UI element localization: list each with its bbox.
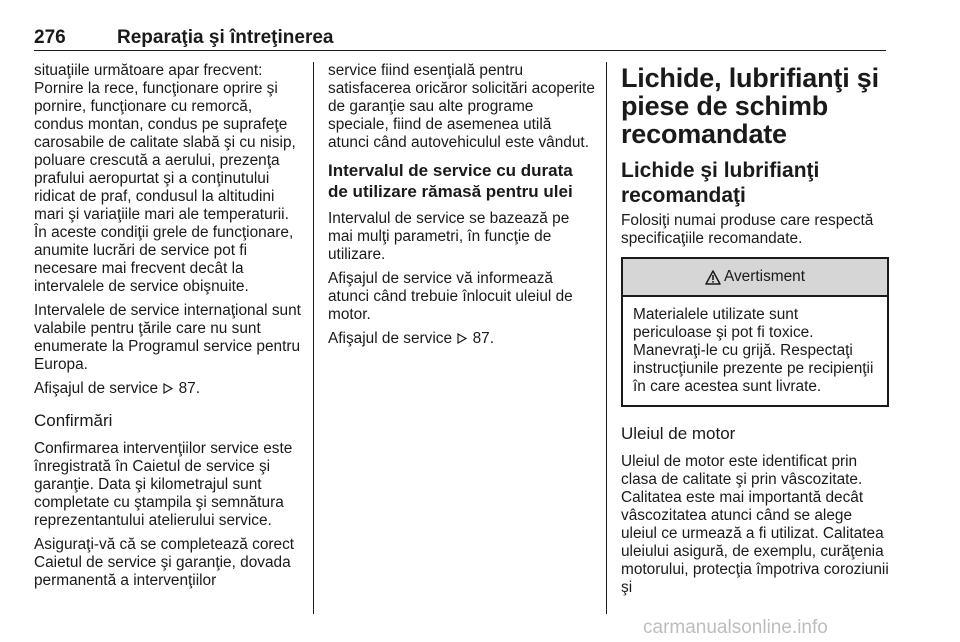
page-number: 276 [34, 27, 66, 48]
triangle-right-icon [163, 383, 173, 394]
paragraph: Confirmarea intervenţiilor service este înregistrată în Caietul de service şi garanţie. Data şi kilometrajul sunt completate cu ştampila şi semnătura reprezentantului atelierului service. [34, 440, 293, 529]
warning-triangle-icon [705, 270, 721, 285]
cross-reference[interactable] [34, 380, 302, 398]
warning-header [623, 259, 887, 297]
watermark: carmanualsonline.info [643, 617, 828, 638]
column-divider-1 [313, 62, 314, 614]
xref-page: 87. [178, 380, 201, 397]
subheading-service-interval: Intervalul de service cu durata de utilizare rămasă pentru ulei [328, 161, 573, 201]
paragraph: Intervalele de service internaţional sunt valabile pentru ţările care nu sunt enumerate la Programul service pentru Europa. [34, 302, 301, 373]
column-1 [34, 62, 302, 596]
xref-label: Afişajul de service [328, 330, 453, 347]
xref-label: Afişajul de service [34, 380, 159, 397]
warning-box [621, 257, 889, 407]
column-divider-2 [606, 62, 607, 614]
triangle-right-icon [457, 333, 467, 344]
column-3 [621, 62, 889, 603]
warning-title: Avertisment [724, 268, 805, 285]
paragraph: Asiguraţi-vă că se completează corect Caietul de service şi garanţie, dovada permanentă a intervenţiilor [34, 536, 295, 589]
paragraph: Afişajul de service vă informează atunci când trebuie înlocuit uleiul de motor. [328, 270, 573, 323]
cross-reference[interactable] [328, 330, 596, 348]
paragraph: Uleiul de motor este identificat prin clasa de calitate şi prin vâscozitate. Calitatea este mai importantă decât vâscozitatea atunci când se alege uleiul ce urmează a fi utilizat. Calitatea uleiului asigură, de exemplu, curăţenia motorului, protecţia împotriva coroziunii şi [621, 453, 889, 596]
paragraph: Folosiţi numai produse care respectă specificaţiile recomandate. [621, 212, 874, 247]
xref-page: 87. [472, 330, 495, 347]
header-divider [34, 50, 886, 51]
subheading-engine-oil: Uleiul de motor [621, 424, 736, 443]
section-title: Reparaţia şi întreţinerea [117, 27, 334, 48]
paragraph: Intervalul de service se bazează pe mai mulţi parametri, în funcţie de utilizare. [328, 210, 570, 263]
paragraph: situaţiile următoare apar frecvent: Pornire la rece, funcţionare oprire şi pornire, funcţionare cu remorcă, condus montan, condus pe suprafeţe carosabile de calitate slabă şi cu nisip, poluare crescută a aerului, prezenţa prafului aeropurtat şi a conţinutului ridicat de praf, condusul la altitudini mari şi variaţiile mari ale temperaturii. În aceste condiţii grele de funcţionare, anumite lucrări de service pot fi necesare mai frecvent decât la intervalele de service obişnuite. [34, 62, 296, 295]
column-2 [328, 62, 596, 354]
paragraph: service fiind esenţială pentru satisfacerea oricăror solicitări acoperite de garanţie sau alte programe speciale, fiind de asemenea utilă atunci când autovehiculul este vândut. [328, 62, 595, 151]
section-heading: Lichide şi lubrifianţi recomandaţi [621, 159, 820, 207]
chapter-heading: Lichide, lubrifianţi şi piese de schimb recomandate [621, 63, 879, 149]
warning-text: Materialele utilizate sunt periculoase şi pot fi toxice. Manevraţi-le cu grijă. Respectaţi instrucţiunile prezente pe recipienţii în care acestea sunt livrate. [633, 306, 874, 395]
subheading-confirmari: Confirmări [34, 411, 113, 430]
